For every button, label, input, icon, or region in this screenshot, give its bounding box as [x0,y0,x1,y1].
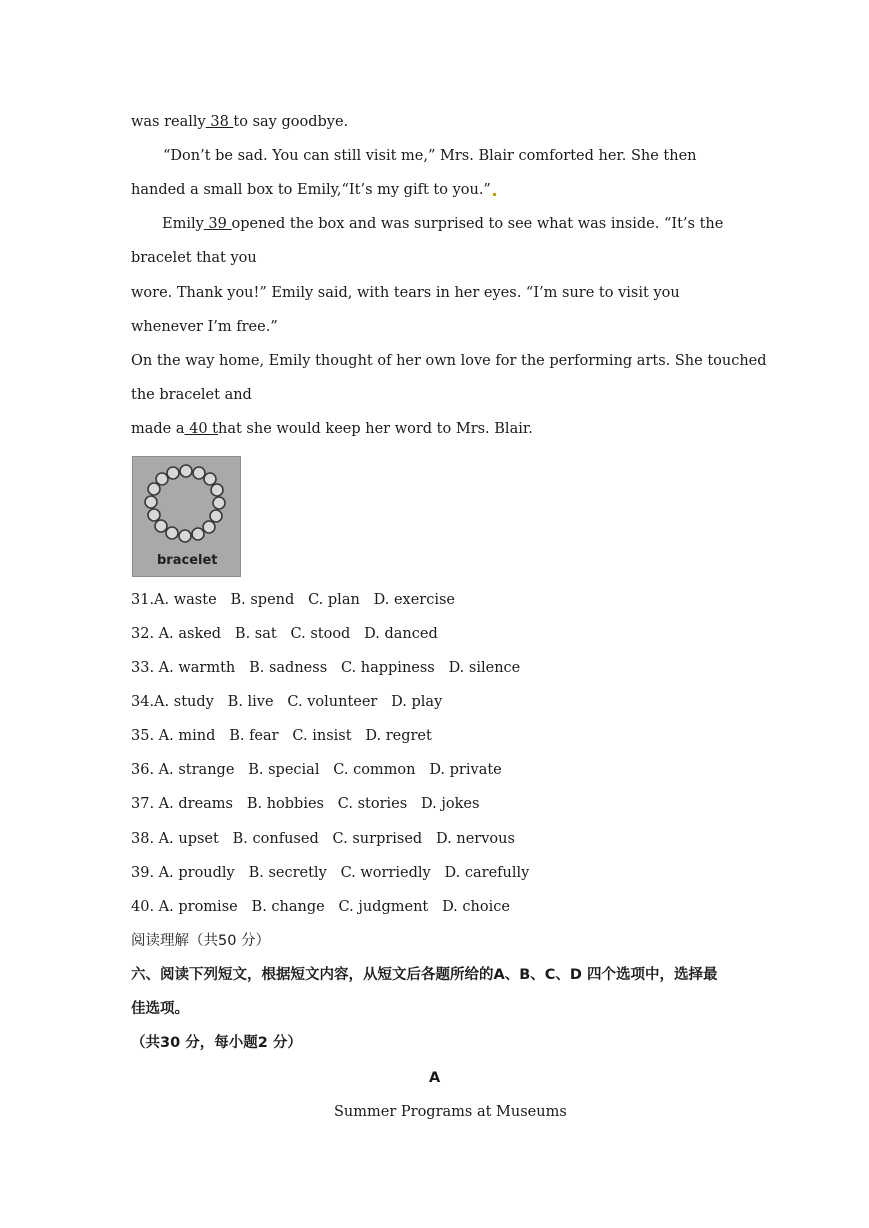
blank-38: 38 [205,114,234,130]
bracelet-image [132,456,241,577]
passage-line: whenever I’m free.” [131,319,278,335]
passage-line: bracelet that you [131,250,257,266]
section-heading: 阅读理解（共50 分） [131,933,271,949]
image-caption: bracelet [157,553,218,568]
passage-line: the bracelet and [131,387,252,403]
passage-line [131,113,348,131]
option-row: 33. A. warmth B. sadness C. happiness D. silence [131,660,521,676]
option-row: 35. A. mind B. fear C. insist D. regret [131,728,432,744]
option-row: 38. A. upset B. confused C. surprised D. nervous [131,831,515,847]
passage-letter: A [429,1070,441,1086]
option-row: 40. A. promise B. change C. judgment D. choice [131,899,510,915]
instruction-line: 佳选项。 [131,1001,189,1017]
text: handed a small box to Emily,“It’s my gift to you.” [131,182,491,198]
mark [493,193,496,196]
passage-line: On the way home, Emily thought of her own love for the performing arts. She touched [131,353,767,369]
passage-line [162,215,723,233]
text: made a [131,421,185,437]
option-row: 34.A. study B. live C. volunteer D. play [131,694,443,710]
text: was really [131,114,206,130]
passage-line [131,181,496,199]
text: to say goodbye. [233,114,349,130]
option-row: 37. A. dreams B. hobbies C. stories D. jokes [131,796,480,812]
passage-line: “Don’t be sad. You can still visit me,” Mrs. Blair comforted her. She then [163,148,697,164]
text: opened the box and was surprised to see what was inside. “It’s the [231,216,724,232]
instruction-line: （共30 分，每小题2 分） [131,1035,302,1051]
option-row: 31.A. waste B. spend C. plan D. exercise [131,592,456,608]
blank-39: 39 [203,216,232,232]
passage-title: Summer Programs at Museums [334,1104,567,1120]
option-row: 32. A. asked B. sat C. stood D. danced [131,626,438,642]
option-row: 36. A. strange B. special C. common D. private [131,762,502,778]
text: hat she would keep her word to Mrs. Blair. [218,421,533,437]
passage-line: wore. Thank you!” Emily said, with tears in her eyes. “I’m sure to visit you [131,285,680,301]
passage-line [131,420,533,438]
instruction-line: 六、阅读下列短文，根据短文内容，从短文后各题所给的A、B、C、D 四个选项中，选择最 [131,967,718,983]
blank-40: 40 t [184,421,219,437]
text: Emily [162,216,204,232]
option-row: 39. A. proudly B. secretly C. worriedly D. carefully [131,865,530,881]
